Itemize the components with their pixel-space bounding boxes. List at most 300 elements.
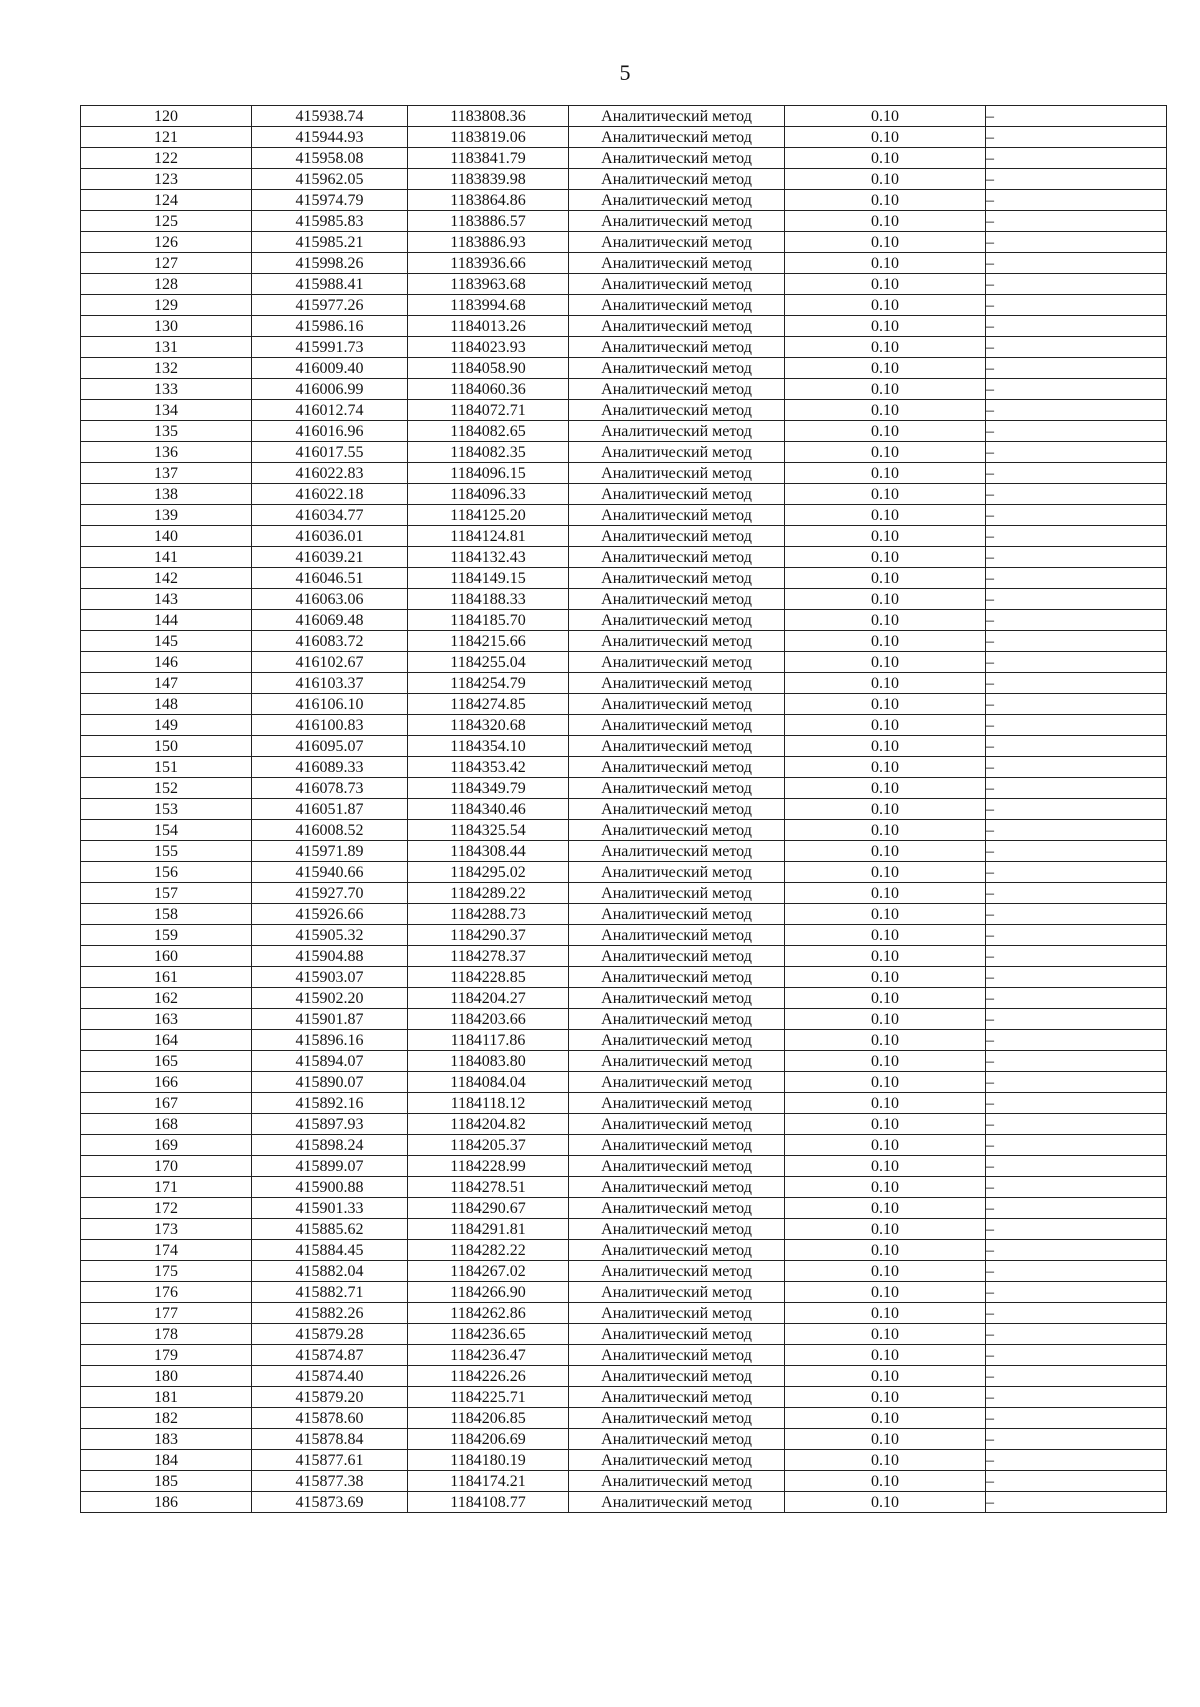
y-coordinate-cell: 1184266.90	[408, 1282, 569, 1303]
table-row	[81, 1177, 1167, 1198]
method-cell: Аналитический метод	[569, 295, 785, 316]
accuracy-cell: 0.10	[785, 358, 986, 379]
point-number-cell: 131	[81, 337, 252, 358]
accuracy-cell: 0.10	[785, 1114, 986, 1135]
y-coordinate-cell: 1184228.85	[408, 967, 569, 988]
table-row	[81, 1303, 1167, 1324]
accuracy-cell: 0.10	[785, 862, 986, 883]
page-number: 5	[619, 60, 631, 85]
point-number-cell: 139	[81, 505, 252, 526]
accuracy-cell: 0.10	[785, 967, 986, 988]
table-row	[81, 568, 1167, 589]
accuracy-cell: 0.10	[785, 1072, 986, 1093]
table-row	[81, 1261, 1167, 1282]
point-number-cell: 175	[81, 1261, 252, 1282]
note-cell: –	[986, 1471, 1167, 1492]
point-number-cell: 127	[81, 253, 252, 274]
point-number-cell: 159	[81, 925, 252, 946]
point-number-cell: 132	[81, 358, 252, 379]
y-coordinate-cell: 1184354.10	[408, 736, 569, 757]
note-cell: –	[986, 442, 1167, 463]
note-cell: –	[986, 631, 1167, 652]
point-number-cell: 120	[81, 106, 252, 127]
y-coordinate-cell: 1183886.93	[408, 232, 569, 253]
method-cell: Аналитический метод	[569, 610, 785, 631]
x-coordinate-cell: 415971.89	[252, 841, 408, 862]
y-coordinate-cell: 1183841.79	[408, 148, 569, 169]
table-row	[81, 526, 1167, 547]
accuracy-cell: 0.10	[785, 1429, 986, 1450]
point-number-cell: 152	[81, 778, 252, 799]
accuracy-cell: 0.10	[785, 484, 986, 505]
table-row	[81, 1324, 1167, 1345]
note-cell: –	[986, 1387, 1167, 1408]
note-cell: –	[986, 526, 1167, 547]
point-number-cell: 163	[81, 1009, 252, 1030]
x-coordinate-cell: 415901.33	[252, 1198, 408, 1219]
accuracy-cell: 0.10	[785, 337, 986, 358]
x-coordinate-cell: 415877.38	[252, 1471, 408, 1492]
table-row	[81, 127, 1167, 148]
point-number-cell: 129	[81, 295, 252, 316]
accuracy-cell: 0.10	[785, 946, 986, 967]
table-row	[81, 400, 1167, 421]
accuracy-cell: 0.10	[785, 421, 986, 442]
note-cell: –	[986, 967, 1167, 988]
point-number-cell: 178	[81, 1324, 252, 1345]
x-coordinate-cell: 416063.06	[252, 589, 408, 610]
coordinates-table-body	[81, 106, 1167, 1513]
y-coordinate-cell: 1183864.86	[408, 190, 569, 211]
method-cell: Аналитический метод	[569, 631, 785, 652]
point-number-cell: 125	[81, 211, 252, 232]
accuracy-cell: 0.10	[785, 652, 986, 673]
point-number-cell: 121	[81, 127, 252, 148]
table-row	[81, 211, 1167, 232]
y-coordinate-cell: 1184236.65	[408, 1324, 569, 1345]
table-row	[81, 904, 1167, 925]
table-row	[81, 253, 1167, 274]
accuracy-cell: 0.10	[785, 1219, 986, 1240]
x-coordinate-cell: 416069.48	[252, 610, 408, 631]
y-coordinate-cell: 1184084.04	[408, 1072, 569, 1093]
method-cell: Аналитический метод	[569, 1345, 785, 1366]
note-cell: –	[986, 1282, 1167, 1303]
accuracy-cell: 0.10	[785, 1093, 986, 1114]
x-coordinate-cell: 416022.83	[252, 463, 408, 484]
point-number-cell: 183	[81, 1429, 252, 1450]
accuracy-cell: 0.10	[785, 1408, 986, 1429]
method-cell: Аналитический метод	[569, 253, 785, 274]
method-cell: Аналитический метод	[569, 862, 785, 883]
point-number-cell: 185	[81, 1471, 252, 1492]
accuracy-cell: 0.10	[785, 1156, 986, 1177]
point-number-cell: 145	[81, 631, 252, 652]
y-coordinate-cell: 1184228.99	[408, 1156, 569, 1177]
note-cell: –	[986, 484, 1167, 505]
table-row	[81, 715, 1167, 736]
note-cell: –	[986, 505, 1167, 526]
note-cell: –	[986, 1303, 1167, 1324]
y-coordinate-cell: 1184325.54	[408, 820, 569, 841]
method-cell: Аналитический метод	[569, 988, 785, 1009]
table-row	[81, 337, 1167, 358]
table-row	[81, 442, 1167, 463]
note-cell: –	[986, 652, 1167, 673]
table-row	[81, 988, 1167, 1009]
method-cell: Аналитический метод	[569, 1240, 785, 1261]
method-cell: Аналитический метод	[569, 715, 785, 736]
accuracy-cell: 0.10	[785, 1345, 986, 1366]
x-coordinate-cell: 415988.41	[252, 274, 408, 295]
method-cell: Аналитический метод	[569, 673, 785, 694]
y-coordinate-cell: 1184013.26	[408, 316, 569, 337]
point-number-cell: 160	[81, 946, 252, 967]
table-row	[81, 925, 1167, 946]
x-coordinate-cell: 415985.21	[252, 232, 408, 253]
note-cell: –	[986, 715, 1167, 736]
method-cell: Аналитический метод	[569, 1009, 785, 1030]
point-number-cell: 157	[81, 883, 252, 904]
x-coordinate-cell: 416039.21	[252, 547, 408, 568]
x-coordinate-cell: 416083.72	[252, 631, 408, 652]
y-coordinate-cell: 1183994.68	[408, 295, 569, 316]
accuracy-cell: 0.10	[785, 1009, 986, 1030]
y-coordinate-cell: 1183963.68	[408, 274, 569, 295]
y-coordinate-cell: 1184290.67	[408, 1198, 569, 1219]
table-row	[81, 1240, 1167, 1261]
y-coordinate-cell: 1184118.12	[408, 1093, 569, 1114]
point-number-cell: 136	[81, 442, 252, 463]
table-row	[81, 841, 1167, 862]
y-coordinate-cell: 1184255.04	[408, 652, 569, 673]
method-cell: Аналитический метод	[569, 211, 785, 232]
y-coordinate-cell: 1184282.22	[408, 1240, 569, 1261]
accuracy-cell: 0.10	[785, 1366, 986, 1387]
table-row	[81, 820, 1167, 841]
point-number-cell: 138	[81, 484, 252, 505]
accuracy-cell: 0.10	[785, 1198, 986, 1219]
y-coordinate-cell: 1183839.98	[408, 169, 569, 190]
method-cell: Аналитический метод	[569, 1282, 785, 1303]
point-number-cell: 166	[81, 1072, 252, 1093]
accuracy-cell: 0.10	[785, 1450, 986, 1471]
y-coordinate-cell: 1184206.69	[408, 1429, 569, 1450]
accuracy-cell: 0.10	[785, 631, 986, 652]
table-row	[81, 1219, 1167, 1240]
y-coordinate-cell: 1184349.79	[408, 778, 569, 799]
y-coordinate-cell: 1184185.70	[408, 610, 569, 631]
method-cell: Аналитический метод	[569, 1198, 785, 1219]
x-coordinate-cell: 415890.07	[252, 1072, 408, 1093]
x-coordinate-cell: 416036.01	[252, 526, 408, 547]
accuracy-cell: 0.10	[785, 1303, 986, 1324]
y-coordinate-cell: 1184274.85	[408, 694, 569, 715]
y-coordinate-cell: 1184124.81	[408, 526, 569, 547]
note-cell: –	[986, 421, 1167, 442]
y-coordinate-cell: 1184058.90	[408, 358, 569, 379]
note-cell: –	[986, 610, 1167, 631]
table-row	[81, 1135, 1167, 1156]
point-number-cell: 134	[81, 400, 252, 421]
note-cell: –	[986, 799, 1167, 820]
table-row	[81, 148, 1167, 169]
accuracy-cell: 0.10	[785, 883, 986, 904]
table-row	[81, 757, 1167, 778]
x-coordinate-cell: 415991.73	[252, 337, 408, 358]
note-cell: –	[986, 757, 1167, 778]
x-coordinate-cell: 415877.61	[252, 1450, 408, 1471]
point-number-cell: 162	[81, 988, 252, 1009]
x-coordinate-cell: 416106.10	[252, 694, 408, 715]
y-coordinate-cell: 1184254.79	[408, 673, 569, 694]
x-coordinate-cell: 415878.84	[252, 1429, 408, 1450]
point-number-cell: 164	[81, 1030, 252, 1051]
y-coordinate-cell: 1184180.19	[408, 1450, 569, 1471]
y-coordinate-cell: 1183819.06	[408, 127, 569, 148]
note-cell: –	[986, 1156, 1167, 1177]
method-cell: Аналитический метод	[569, 1429, 785, 1450]
x-coordinate-cell: 415882.04	[252, 1261, 408, 1282]
y-coordinate-cell: 1184082.65	[408, 421, 569, 442]
note-cell: –	[986, 1219, 1167, 1240]
point-number-cell: 122	[81, 148, 252, 169]
table-row	[81, 1387, 1167, 1408]
method-cell: Аналитический метод	[569, 799, 785, 820]
method-cell: Аналитический метод	[569, 1408, 785, 1429]
method-cell: Аналитический метод	[569, 1324, 785, 1345]
accuracy-cell: 0.10	[785, 505, 986, 526]
accuracy-cell: 0.10	[785, 400, 986, 421]
point-number-cell: 186	[81, 1492, 252, 1513]
accuracy-cell: 0.10	[785, 274, 986, 295]
x-coordinate-cell: 415878.60	[252, 1408, 408, 1429]
note-cell: –	[986, 736, 1167, 757]
table-row	[81, 610, 1167, 631]
y-coordinate-cell: 1184188.33	[408, 589, 569, 610]
accuracy-cell: 0.10	[785, 232, 986, 253]
method-cell: Аналитический метод	[569, 526, 785, 547]
accuracy-cell: 0.10	[785, 904, 986, 925]
accuracy-cell: 0.10	[785, 253, 986, 274]
table-row	[81, 1156, 1167, 1177]
note-cell: –	[986, 904, 1167, 925]
note-cell: –	[986, 1114, 1167, 1135]
y-coordinate-cell: 1184289.22	[408, 883, 569, 904]
accuracy-cell: 0.10	[785, 841, 986, 862]
note-cell: –	[986, 274, 1167, 295]
accuracy-cell: 0.10	[785, 988, 986, 1009]
method-cell: Аналитический метод	[569, 274, 785, 295]
accuracy-cell: 0.10	[785, 127, 986, 148]
y-coordinate-cell: 1183936.66	[408, 253, 569, 274]
note-cell: –	[986, 1135, 1167, 1156]
x-coordinate-cell: 415873.69	[252, 1492, 408, 1513]
method-cell: Аналитический метод	[569, 1387, 785, 1408]
y-coordinate-cell: 1184295.02	[408, 862, 569, 883]
table-row	[81, 589, 1167, 610]
y-coordinate-cell: 1184236.47	[408, 1345, 569, 1366]
method-cell: Аналитический метод	[569, 1471, 785, 1492]
point-number-cell: 123	[81, 169, 252, 190]
y-coordinate-cell: 1184320.68	[408, 715, 569, 736]
y-coordinate-cell: 1184267.02	[408, 1261, 569, 1282]
y-coordinate-cell: 1184308.44	[408, 841, 569, 862]
accuracy-cell: 0.10	[785, 610, 986, 631]
x-coordinate-cell: 415874.40	[252, 1366, 408, 1387]
point-number-cell: 148	[81, 694, 252, 715]
table-row	[81, 169, 1167, 190]
point-number-cell: 137	[81, 463, 252, 484]
note-cell: –	[986, 673, 1167, 694]
y-coordinate-cell: 1184278.51	[408, 1177, 569, 1198]
table-row	[81, 421, 1167, 442]
note-cell: –	[986, 211, 1167, 232]
note-cell: –	[986, 1492, 1167, 1513]
note-cell: –	[986, 568, 1167, 589]
method-cell: Аналитический метод	[569, 1450, 785, 1471]
method-cell: Аналитический метод	[569, 1261, 785, 1282]
method-cell: Аналитический метод	[569, 946, 785, 967]
x-coordinate-cell: 416051.87	[252, 799, 408, 820]
note-cell: –	[986, 1009, 1167, 1030]
method-cell: Аналитический метод	[569, 1114, 785, 1135]
table-row	[81, 190, 1167, 211]
y-coordinate-cell: 1184096.33	[408, 484, 569, 505]
y-coordinate-cell: 1184204.27	[408, 988, 569, 1009]
table-row	[81, 1492, 1167, 1513]
table-row	[81, 673, 1167, 694]
method-cell: Аналитический метод	[569, 1030, 785, 1051]
method-cell: Аналитический метод	[569, 337, 785, 358]
point-number-cell: 130	[81, 316, 252, 337]
table-row	[81, 1345, 1167, 1366]
y-coordinate-cell: 1184290.37	[408, 925, 569, 946]
method-cell: Аналитический метод	[569, 883, 785, 904]
method-cell: Аналитический метод	[569, 148, 785, 169]
table-row	[81, 1366, 1167, 1387]
note-cell: –	[986, 1177, 1167, 1198]
table-row	[81, 274, 1167, 295]
note-cell: –	[986, 1345, 1167, 1366]
accuracy-cell: 0.10	[785, 673, 986, 694]
x-coordinate-cell: 415974.79	[252, 190, 408, 211]
table-row	[81, 1114, 1167, 1135]
x-coordinate-cell: 415897.93	[252, 1114, 408, 1135]
accuracy-cell: 0.10	[785, 1324, 986, 1345]
y-coordinate-cell: 1184125.20	[408, 505, 569, 526]
method-cell: Аналитический метод	[569, 589, 785, 610]
method-cell: Аналитический метод	[569, 736, 785, 757]
method-cell: Аналитический метод	[569, 232, 785, 253]
x-coordinate-cell: 415882.26	[252, 1303, 408, 1324]
accuracy-cell: 0.10	[785, 1471, 986, 1492]
point-number-cell: 165	[81, 1051, 252, 1072]
accuracy-cell: 0.10	[785, 925, 986, 946]
point-number-cell: 184	[81, 1450, 252, 1471]
table-row	[81, 652, 1167, 673]
note-cell: –	[986, 1093, 1167, 1114]
table-row	[81, 547, 1167, 568]
method-cell: Аналитический метод	[569, 1093, 785, 1114]
point-number-cell: 173	[81, 1219, 252, 1240]
method-cell: Аналитический метод	[569, 379, 785, 400]
note-cell: –	[986, 589, 1167, 610]
method-cell: Аналитический метод	[569, 967, 785, 988]
point-number-cell: 140	[81, 526, 252, 547]
accuracy-cell: 0.10	[785, 1387, 986, 1408]
y-coordinate-cell: 1184083.80	[408, 1051, 569, 1072]
table-row	[81, 1198, 1167, 1219]
y-coordinate-cell: 1183808.36	[408, 106, 569, 127]
point-number-cell: 153	[81, 799, 252, 820]
note-cell: –	[986, 1366, 1167, 1387]
accuracy-cell: 0.10	[785, 1135, 986, 1156]
accuracy-cell: 0.10	[785, 1492, 986, 1513]
accuracy-cell: 0.10	[785, 736, 986, 757]
table-row	[81, 694, 1167, 715]
table-row	[81, 778, 1167, 799]
point-number-cell: 180	[81, 1366, 252, 1387]
y-coordinate-cell: 1184288.73	[408, 904, 569, 925]
y-coordinate-cell: 1184117.86	[408, 1030, 569, 1051]
point-number-cell: 171	[81, 1177, 252, 1198]
method-cell: Аналитический метод	[569, 568, 785, 589]
x-coordinate-cell: 415902.20	[252, 988, 408, 1009]
table-row	[81, 967, 1167, 988]
table-row	[81, 316, 1167, 337]
table-row	[81, 484, 1167, 505]
x-coordinate-cell: 415926.66	[252, 904, 408, 925]
method-cell: Аналитический метод	[569, 1072, 785, 1093]
point-number-cell: 147	[81, 673, 252, 694]
table-row	[81, 232, 1167, 253]
x-coordinate-cell: 415962.05	[252, 169, 408, 190]
accuracy-cell: 0.10	[785, 820, 986, 841]
table-row	[81, 1051, 1167, 1072]
note-cell: –	[986, 379, 1167, 400]
table-row	[81, 1072, 1167, 1093]
y-coordinate-cell: 1184132.43	[408, 547, 569, 568]
x-coordinate-cell: 415898.24	[252, 1135, 408, 1156]
note-cell: –	[986, 1261, 1167, 1282]
accuracy-cell: 0.10	[785, 463, 986, 484]
method-cell: Аналитический метод	[569, 778, 785, 799]
note-cell: –	[986, 1324, 1167, 1345]
note-cell: –	[986, 295, 1167, 316]
point-number-cell: 182	[81, 1408, 252, 1429]
point-number-cell: 141	[81, 547, 252, 568]
accuracy-cell: 0.10	[785, 1240, 986, 1261]
note-cell: –	[986, 1198, 1167, 1219]
x-coordinate-cell: 415940.66	[252, 862, 408, 883]
method-cell: Аналитический метод	[569, 1156, 785, 1177]
note-cell: –	[986, 547, 1167, 568]
note-cell: –	[986, 820, 1167, 841]
method-cell: Аналитический метод	[569, 106, 785, 127]
coordinates-table	[80, 105, 1167, 1513]
method-cell: Аналитический метод	[569, 400, 785, 421]
accuracy-cell: 0.10	[785, 715, 986, 736]
note-cell: –	[986, 862, 1167, 883]
note-cell: –	[986, 358, 1167, 379]
table-row	[81, 379, 1167, 400]
note-cell: –	[986, 463, 1167, 484]
method-cell: Аналитический метод	[569, 1492, 785, 1513]
note-cell: –	[986, 1072, 1167, 1093]
accuracy-cell: 0.10	[785, 1282, 986, 1303]
method-cell: Аналитический метод	[569, 820, 785, 841]
